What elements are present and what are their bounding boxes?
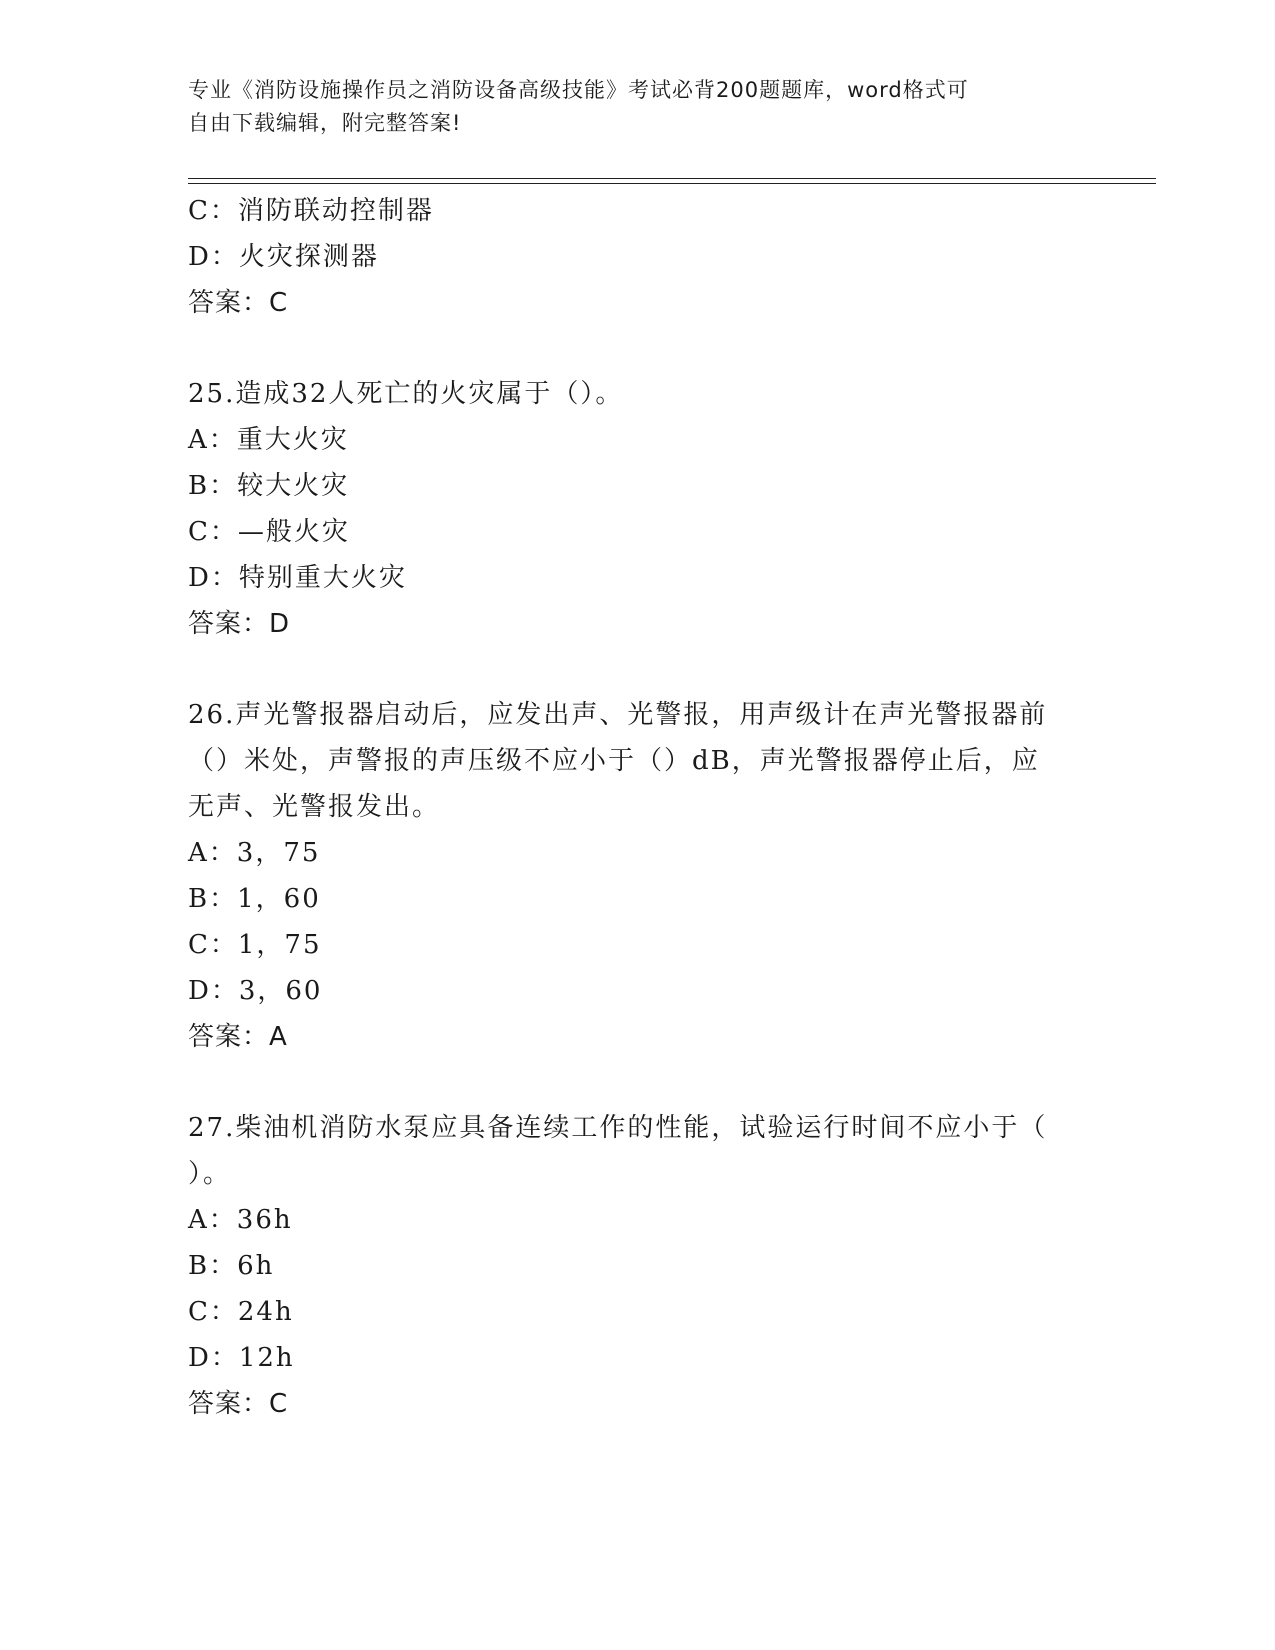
question-block-25 xyxy=(188,371,1088,647)
option-a: A：重大火灾 xyxy=(188,425,349,455)
option-c: C：1，75 xyxy=(188,930,322,960)
block-spacer xyxy=(188,647,1088,692)
header-title-line-1: 专业《消防设施操作员之消防设备高级技能》考试必背200题题库，word格式可 xyxy=(188,78,969,102)
question-text: 25.造成32人死亡的火灾属于（）。 xyxy=(188,379,624,409)
question-text-line-1: 26.声光警报器启动后，应发出声、光警报，用声级计在声光警报器前 xyxy=(188,700,1048,730)
option-d: D：3，60 xyxy=(188,976,323,1006)
answer-line: 答案：D xyxy=(188,609,291,639)
answer-line: 答案：A xyxy=(188,1022,288,1052)
question-text-line-3: 无声、光警报发出。 xyxy=(188,792,441,822)
question-list xyxy=(188,188,1088,1427)
option-b: B：1，60 xyxy=(188,884,321,914)
option-d: D：特别重大火灾 xyxy=(188,563,407,593)
question-block-carryover xyxy=(188,188,1088,326)
header-divider-bottom xyxy=(188,183,1156,184)
answer-line: 答案：C xyxy=(188,288,289,318)
header-title-line-2: 自由下载编辑，附完整答案! xyxy=(188,111,462,135)
question-text-line-2: （）米处，声警报的声压级不应小于（）dB，声光警报器停止后，应 xyxy=(188,746,1040,776)
header-divider-top xyxy=(188,178,1156,179)
question-text-line-2: ）。 xyxy=(188,1159,232,1189)
option-b: B：6h xyxy=(188,1251,275,1281)
question-block-27 xyxy=(188,1105,1088,1427)
block-spacer xyxy=(188,326,1088,371)
document-header xyxy=(188,74,1088,140)
option-a: A：3，75 xyxy=(188,838,321,868)
option-c: C：消防联动控制器 xyxy=(188,196,434,226)
option-c: C：24h xyxy=(188,1297,294,1327)
option-d: D：火灾探测器 xyxy=(188,242,379,272)
answer-line: 答案：C xyxy=(188,1389,289,1419)
option-b: B：较大火灾 xyxy=(188,471,350,501)
option-d: D：12h xyxy=(188,1343,295,1373)
block-spacer xyxy=(188,1060,1088,1105)
option-c: C：—般火灾 xyxy=(188,517,350,547)
question-text-line-1: 27.柴油机消防水泵应具备连续工作的性能，试验运行时间不应小于（ xyxy=(188,1113,1048,1143)
question-block-26 xyxy=(188,692,1088,1060)
option-a: A：36h xyxy=(188,1205,293,1235)
